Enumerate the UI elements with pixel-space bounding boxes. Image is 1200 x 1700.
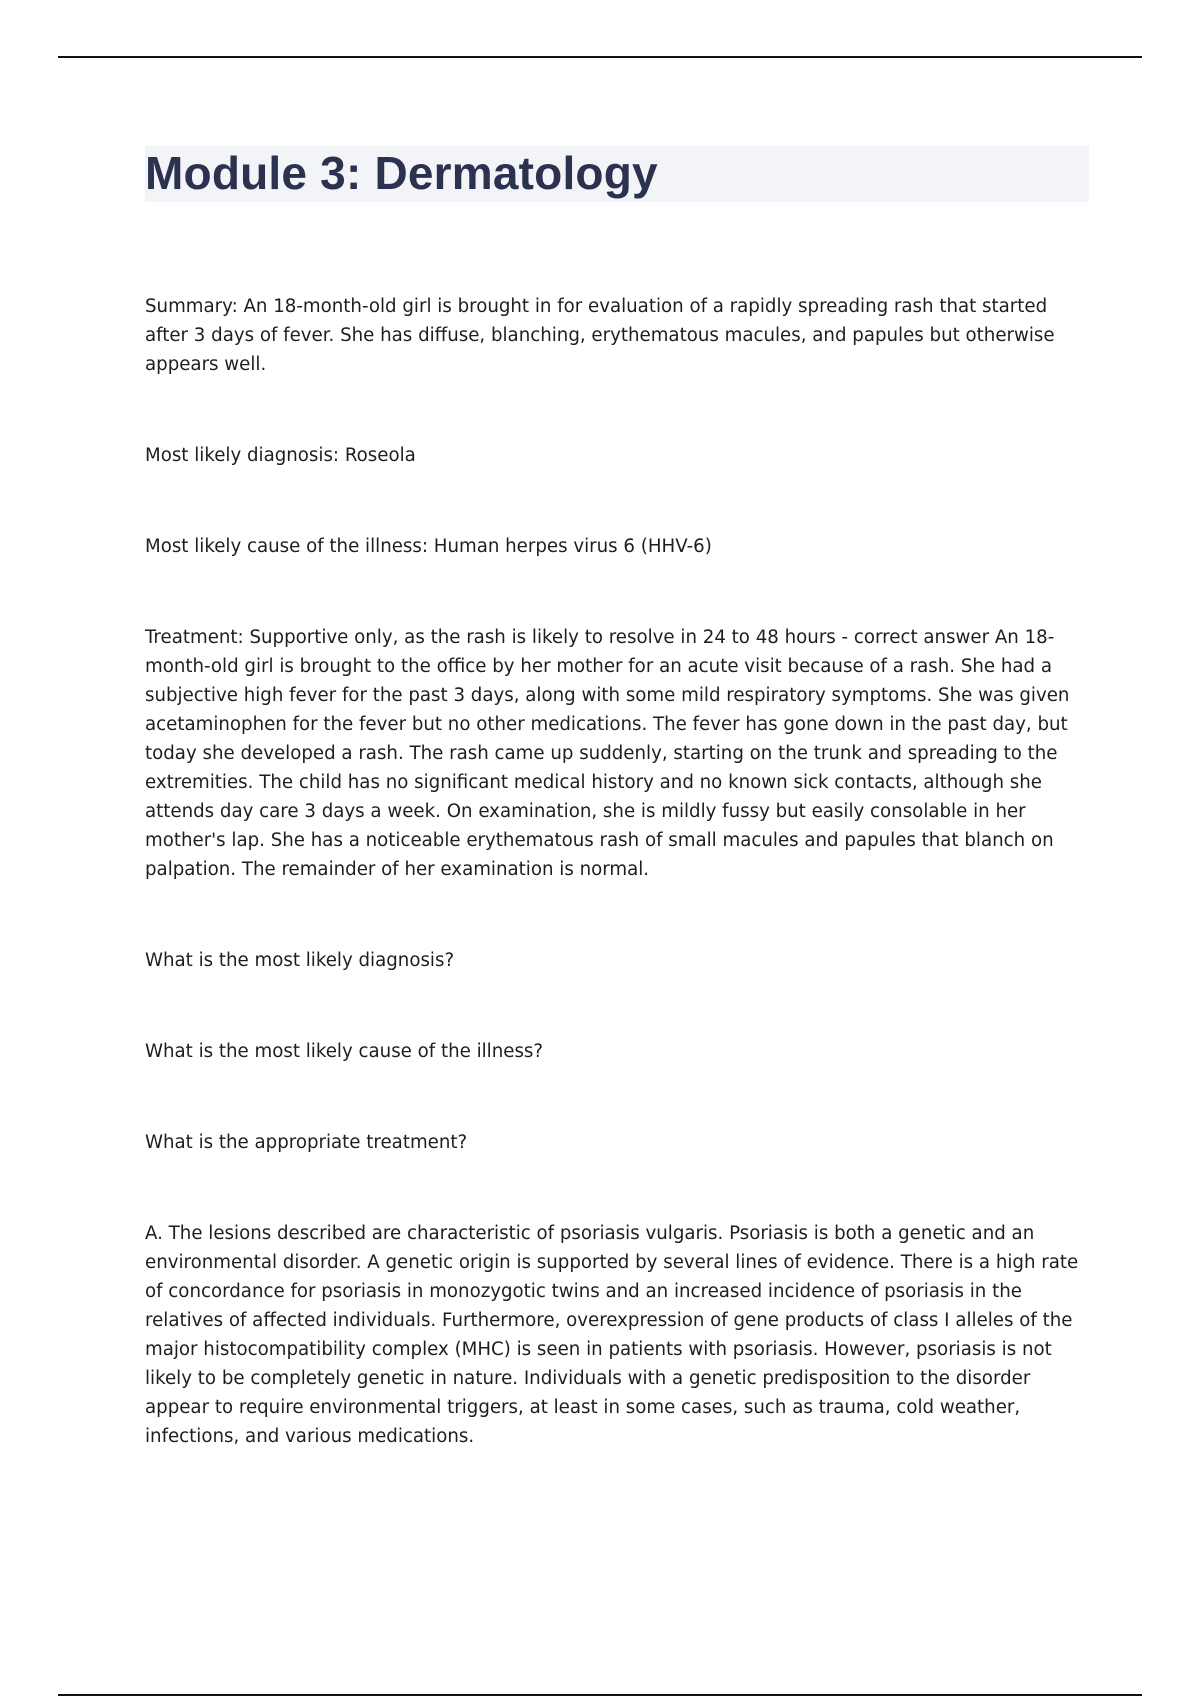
document-body [145, 292, 1089, 1513]
question-diagnosis: What is the most likely diagnosis? [145, 950, 455, 971]
footer-rule [58, 1694, 1142, 1696]
diagnosis-line: Most likely diagnosis: Roseola [145, 445, 416, 466]
question-treatment: What is the appropriate treatment? [145, 1132, 468, 1153]
page-title: Module 3: Dermatology [145, 147, 658, 199]
treatment-case-paragraph: Treatment: Supportive only, as the rash is likely to resolve in 24 to 48 hours - correct answer An 18-month-old girl is brought to the office by her mother for an acute visit because of a rash. She had a subjective high fever for the past 3 days, along with some mild respiratory symptoms. She was given acetaminophen for the fever but no other medications. The fever has gone down in the past day, but today she developed a rash. The rash came up suddenly, starting on the trunk and spreading to the extremities. The child has no significant medical history and no known sick contacts, although she attends day care 3 days a week. On examination, she is mildly fussy but easily consolable in her mother's lap. She has a noticeable erythematous rash of small macules and papules that blanch on palpation. The remainder of her examination is normal. [145, 627, 1070, 880]
header-rule [58, 56, 1142, 58]
cause-line: Most likely cause of the illness: Human herpes virus 6 (HHV-6) [145, 536, 712, 557]
answer-paragraph: A. The lesions described are characteristic of psoriasis vulgaris. Psoriasis is both a genetic and an environmental disorder. A genetic origin is supported by several lines of evidence. There is a high rate of concordance for psoriasis in monozygotic twins and an increased incidence of psoriasis in the relatives of affected individuals. Furthermore, overexpression of gene products of class I alleles of the major histocompatibility complex (MHC) is seen in patients with psoriasis. However, psoriasis is not likely to be completely genetic in nature. Individuals with a genetic predisposition to the disorder appear to require environmental triggers, at least in some cases, such as trauma, cold weather, infections, and various medications. [145, 1223, 1079, 1447]
question-cause: What is the most likely cause of the illness? [145, 1041, 544, 1062]
summary-paragraph: Summary: An 18-month-old girl is brought in for evaluation of a rapidly spreading rash that started after 3 days of fever. She has diffuse, blanching, erythematous macules, and papules but otherwise appears well. [145, 296, 1055, 375]
